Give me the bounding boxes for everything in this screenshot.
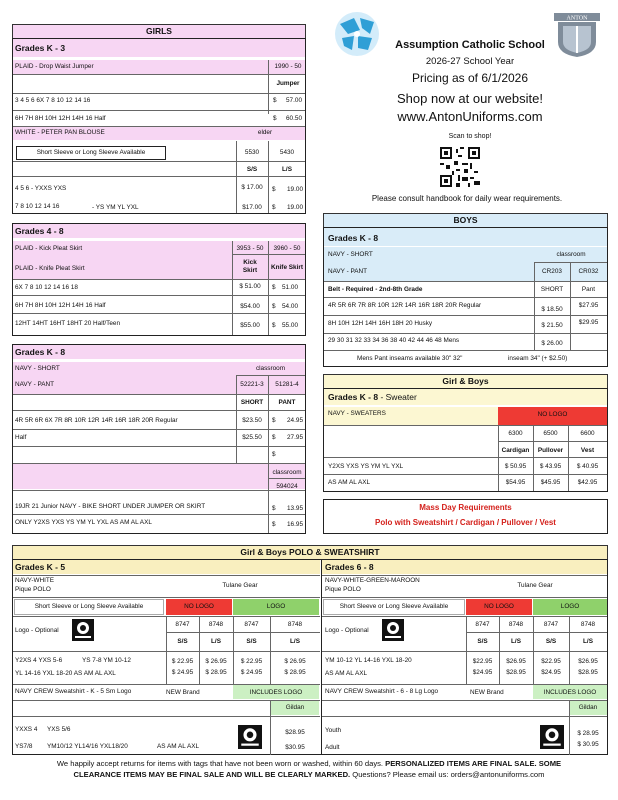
shop-now: Shop now at our website!	[397, 91, 543, 106]
blouse-ss-code: 5530	[244, 149, 260, 156]
jumper-row-price: 57.00	[286, 97, 302, 104]
plaid-jumper-code: 1990 - 50	[274, 63, 302, 70]
boys-header: BOYS	[323, 213, 608, 228]
sweater-header: Girl & Boys	[323, 374, 608, 389]
school-name: Assumption Catholic School	[395, 39, 545, 51]
boys-k8-title: Grades K - 8	[328, 233, 379, 243]
sweater-title: Grades K - 8 - Sweater	[328, 392, 417, 402]
nologo-badge: NO LOGO	[537, 411, 568, 418]
polo-k5-title: Grades K - 5	[15, 562, 66, 572]
scan-text: Scan to shop!	[448, 133, 492, 140]
svg-text:ANTON: ANTON	[566, 15, 588, 22]
girls-k8-title: Grades K - 8	[15, 347, 66, 357]
mass-day-items: Polo with Sweatshirt / Cardigan / Pullover / Vest	[375, 518, 556, 527]
school-year: 2026-27 School Year	[425, 56, 515, 67]
returns-policy-2: CLEARANCE ITEMS MAY BE FINAL SALE AND WILL BE CLEARLY MARKED. Questions? Please email us: orders@antonuniforms.com	[73, 770, 545, 779]
pricing-date: Pricing as of 6/1/2026	[411, 71, 529, 85]
jumper-row-sizes: 3 4 5 6 6X 7 8 10 12 14 16	[15, 97, 91, 104]
kick-skirt-label: PLAID - Kick Pleat Skirt	[15, 245, 83, 252]
girls-48-title: Grades 4 - 8	[15, 226, 64, 236]
anton-brand-icon	[552, 12, 602, 58]
returns-policy: We happily accept returns for items with tags that have not been worn or washed, within 60 days. PERSONALIZED ITEMS ARE FINAL SALE. SOME	[56, 759, 562, 768]
sweatshirt-crest-icon-2	[540, 724, 564, 750]
school-crest-icon	[72, 619, 94, 641]
polo-header: Girl & Boys POLO & SWEATSHIRT	[12, 545, 608, 560]
school-logo-icon	[330, 10, 384, 58]
jumper-heading: Jumper	[276, 80, 300, 87]
mass-day-title: Mass Day Requirements	[419, 503, 512, 512]
knife-skirt-label: PLAID - Knife Pleat Skirt	[15, 265, 85, 272]
blouse-ls-code: 5430	[279, 149, 295, 156]
girls-k3-title: Grades K - 3	[15, 43, 66, 53]
blouse-ls-head: L/S	[282, 166, 292, 173]
jumper-half-sizes: 6H 7H 8H 10H 12H 14H 16 Half	[15, 115, 106, 122]
blouse-ss-head: S/S	[246, 166, 258, 173]
blouse-label: WHITE - PETER PAN BLOUSE	[15, 129, 105, 136]
sleeve-note: Short Sleeve or Long Sleeve Available	[36, 149, 146, 156]
qr-code-icon[interactable]	[440, 147, 480, 187]
blouse-brand: elder	[257, 129, 273, 136]
sweatshirt-crest-icon	[238, 724, 262, 750]
blouse-row2-sizes: 7 8 10 12 14 16	[15, 203, 60, 210]
polo-68-title: Grades 6 - 8	[325, 562, 374, 572]
website-link[interactable]: www.AntonUniforms.com	[397, 109, 543, 124]
plaid-jumper-label: PLAID - Drop Waist Jumper	[15, 63, 94, 70]
blouse-row1-sizes: 4 5 6 - YXXS YXS	[15, 185, 67, 192]
school-crest-icon-2	[382, 619, 404, 641]
girls-header: GIRLS	[12, 24, 306, 39]
jumper-half-price: 60.50	[286, 115, 302, 122]
handbook-note: Please consult handbook for daily wear requirements.	[371, 194, 563, 203]
